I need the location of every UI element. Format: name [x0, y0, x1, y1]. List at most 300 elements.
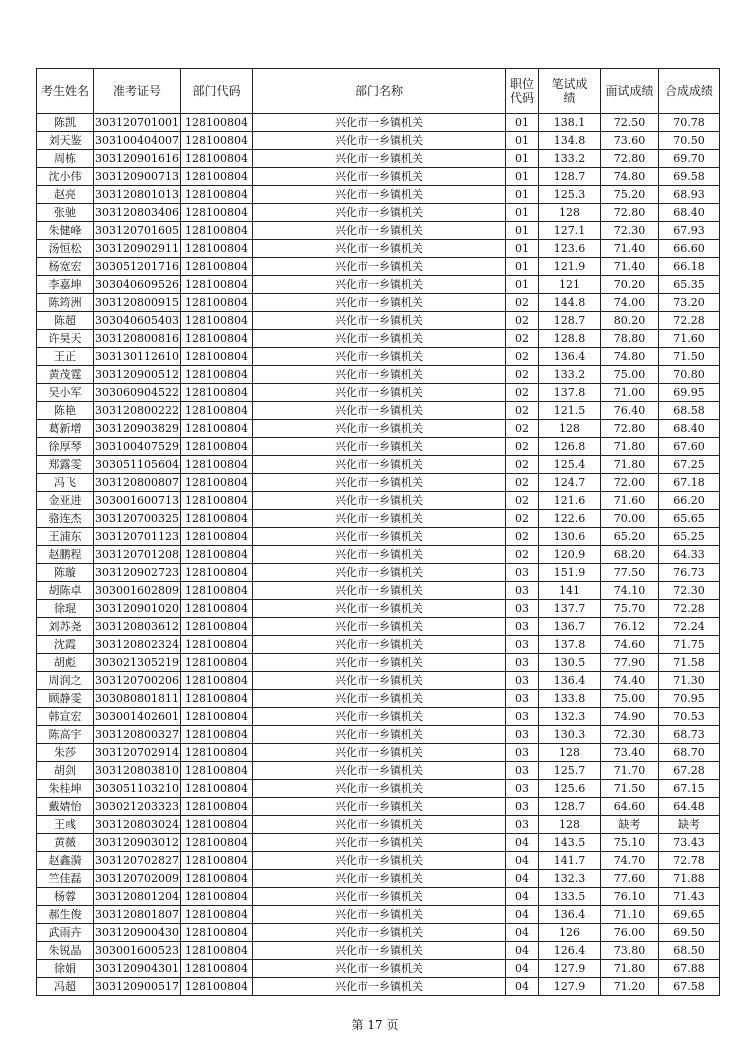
cell-name: 戴婧怡 [37, 798, 94, 816]
cell-exam-id: 303120800327 [94, 726, 181, 744]
cell-exam-id: 303120900430 [94, 924, 181, 942]
cell-name: 王正 [37, 348, 94, 366]
cell-interview-score: 71.10 [601, 906, 659, 924]
cell-exam-id: 303100404007 [94, 132, 181, 150]
cell-total-score: 69.70 [659, 150, 720, 168]
cell-name: 韩宣宏 [37, 708, 94, 726]
table-row [37, 294, 720, 312]
cell-name: 金亚进 [37, 492, 94, 510]
cell-position-code: 03 [506, 762, 539, 780]
cell-dept-code: 128100804 [181, 690, 253, 708]
cell-total-score: 68.93 [659, 186, 720, 204]
header-dept-name: 部门名称 [253, 69, 506, 114]
cell-name: 沈小伟 [37, 168, 94, 186]
cell-name: 刘苏尧 [37, 618, 94, 636]
cell-interview-score: 74.40 [601, 672, 659, 690]
table-row [37, 150, 720, 168]
cell-exam-id: 303120803024 [94, 816, 181, 834]
cell-interview-score: 70.20 [601, 276, 659, 294]
cell-exam-id: 303051105604 [94, 456, 181, 474]
cell-dept-code: 128100804 [181, 510, 253, 528]
cell-position-code: 02 [506, 474, 539, 492]
cell-interview-score: 71.50 [601, 780, 659, 798]
table-row [37, 834, 720, 852]
cell-name: 张驰 [37, 204, 94, 222]
cell-total-score: 68.40 [659, 204, 720, 222]
table-row [37, 438, 720, 456]
cell-written-score: 128 [539, 204, 601, 222]
cell-written-score: 127.9 [539, 978, 601, 996]
cell-interview-score: 76.10 [601, 888, 659, 906]
table-row [37, 474, 720, 492]
cell-total-score: 66.60 [659, 240, 720, 258]
cell-dept-name: 兴化市一乡镇机关 [253, 348, 506, 366]
cell-position-code: 04 [506, 852, 539, 870]
cell-dept-code: 128100804 [181, 114, 253, 132]
table-row [37, 960, 720, 978]
cell-dept-name: 兴化市一乡镇机关 [253, 312, 506, 330]
cell-exam-id: 303120901616 [94, 150, 181, 168]
table-row [37, 546, 720, 564]
table-row [37, 492, 720, 510]
cell-name: 许昊天 [37, 330, 94, 348]
cell-name: 陈筠洲 [37, 294, 94, 312]
cell-exam-id: 303120802324 [94, 636, 181, 654]
cell-position-code: 02 [506, 330, 539, 348]
cell-written-score: 128.7 [539, 312, 601, 330]
cell-position-code: 04 [506, 942, 539, 960]
cell-dept-code: 128100804 [181, 204, 253, 222]
cell-name: 陈艳 [37, 402, 94, 420]
table-row [37, 132, 720, 150]
cell-position-code: 03 [506, 726, 539, 744]
cell-exam-id: 303120901020 [94, 600, 181, 618]
cell-position-code: 04 [506, 978, 539, 996]
table-row [37, 852, 720, 870]
cell-dept-name: 兴化市一乡镇机关 [253, 870, 506, 888]
cell-written-score: 128.7 [539, 168, 601, 186]
cell-written-score: 121.5 [539, 402, 601, 420]
cell-total-score: 缺考 [659, 816, 720, 834]
cell-dept-name: 兴化市一乡镇机关 [253, 672, 506, 690]
cell-written-score: 125.7 [539, 762, 601, 780]
cell-written-score: 126.8 [539, 438, 601, 456]
cell-exam-id: 303120701123 [94, 528, 181, 546]
cell-total-score: 65.65 [659, 510, 720, 528]
cell-dept-name: 兴化市一乡镇机关 [253, 132, 506, 150]
cell-dept-name: 兴化市一乡镇机关 [253, 492, 506, 510]
cell-written-score: 122.6 [539, 510, 601, 528]
cell-interview-score: 78.80 [601, 330, 659, 348]
cell-total-score: 68.73 [659, 726, 720, 744]
cell-dept-name: 兴化市一乡镇机关 [253, 168, 506, 186]
cell-dept-name: 兴化市一乡镇机关 [253, 690, 506, 708]
cell-total-score: 72.24 [659, 618, 720, 636]
cell-dept-name: 兴化市一乡镇机关 [253, 366, 506, 384]
cell-name: 王浦东 [37, 528, 94, 546]
cell-total-score: 68.50 [659, 942, 720, 960]
cell-written-score: 137.8 [539, 636, 601, 654]
cell-exam-id: 303080801811 [94, 690, 181, 708]
cell-position-code: 04 [506, 924, 539, 942]
cell-total-score: 65.35 [659, 276, 720, 294]
cell-total-score: 64.33 [659, 546, 720, 564]
cell-interview-score: 76.00 [601, 924, 659, 942]
cell-dept-code: 128100804 [181, 654, 253, 672]
cell-name: 徐琨 [37, 600, 94, 618]
table-row [37, 420, 720, 438]
cell-total-score: 65.25 [659, 528, 720, 546]
cell-dept-name: 兴化市一乡镇机关 [253, 276, 506, 294]
cell-written-score: 125.3 [539, 186, 601, 204]
cell-total-score: 69.95 [659, 384, 720, 402]
table-row [37, 348, 720, 366]
cell-exam-id: 303120702914 [94, 744, 181, 762]
cell-exam-id: 303120800807 [94, 474, 181, 492]
cell-dept-code: 128100804 [181, 618, 253, 636]
cell-name: 骆连杰 [37, 510, 94, 528]
cell-position-code: 03 [506, 672, 539, 690]
table-row [37, 924, 720, 942]
cell-total-score: 69.65 [659, 906, 720, 924]
cell-interview-score: 65.20 [601, 528, 659, 546]
cell-interview-score: 77.60 [601, 870, 659, 888]
cell-exam-id: 303100407529 [94, 438, 181, 456]
cell-written-score: 143.5 [539, 834, 601, 852]
cell-total-score: 73.43 [659, 834, 720, 852]
cell-interview-score: 71.80 [601, 456, 659, 474]
cell-dept-code: 128100804 [181, 384, 253, 402]
cell-dept-name: 兴化市一乡镇机关 [253, 420, 506, 438]
cell-dept-name: 兴化市一乡镇机关 [253, 744, 506, 762]
cell-interview-score: 71.70 [601, 762, 659, 780]
cell-written-score: 128 [539, 744, 601, 762]
cell-written-score: 121.9 [539, 258, 601, 276]
cell-name: 刘天鉴 [37, 132, 94, 150]
cell-position-code: 01 [506, 240, 539, 258]
cell-written-score: 136.7 [539, 618, 601, 636]
cell-exam-id: 303001600523 [94, 942, 181, 960]
cell-total-score: 76.73 [659, 564, 720, 582]
cell-interview-score: 70.00 [601, 510, 659, 528]
cell-dept-name: 兴化市一乡镇机关 [253, 654, 506, 672]
cell-position-code: 02 [506, 312, 539, 330]
cell-dept-name: 兴化市一乡镇机关 [253, 942, 506, 960]
table-row [37, 510, 720, 528]
cell-name: 沈霞 [37, 636, 94, 654]
cell-exam-id: 303120903012 [94, 834, 181, 852]
cell-name: 徐娟 [37, 960, 94, 978]
cell-exam-id: 303120701605 [94, 222, 181, 240]
cell-exam-id: 303120803810 [94, 762, 181, 780]
header-position-code: 职位 代码 [506, 69, 539, 114]
cell-position-code: 02 [506, 510, 539, 528]
cell-dept-name: 兴化市一乡镇机关 [253, 906, 506, 924]
cell-total-score: 71.58 [659, 654, 720, 672]
cell-interview-score: 71.60 [601, 492, 659, 510]
cell-dept-code: 128100804 [181, 906, 253, 924]
cell-interview-score: 64.60 [601, 798, 659, 816]
cell-written-score: 125.4 [539, 456, 601, 474]
cell-written-score: 128.8 [539, 330, 601, 348]
table-row [37, 708, 720, 726]
cell-interview-score: 74.80 [601, 348, 659, 366]
cell-position-code: 02 [506, 438, 539, 456]
cell-name: 朱健峰 [37, 222, 94, 240]
cell-position-code: 03 [506, 564, 539, 582]
cell-name: 黄薇 [37, 834, 94, 852]
cell-exam-id: 303120801807 [94, 906, 181, 924]
cell-dept-code: 128100804 [181, 438, 253, 456]
cell-written-score: 136.4 [539, 672, 601, 690]
cell-position-code: 02 [506, 384, 539, 402]
cell-position-code: 04 [506, 960, 539, 978]
cell-name: 陈凯 [37, 114, 94, 132]
cell-exam-id: 303120700325 [94, 510, 181, 528]
table-row [37, 384, 720, 402]
cell-dept-code: 128100804 [181, 924, 253, 942]
cell-interview-score: 74.70 [601, 852, 659, 870]
cell-dept-code: 128100804 [181, 744, 253, 762]
cell-total-score: 67.60 [659, 438, 720, 456]
cell-written-score: 120.9 [539, 546, 601, 564]
cell-position-code: 02 [506, 528, 539, 546]
cell-exam-id: 303120803612 [94, 618, 181, 636]
table-row [37, 330, 720, 348]
cell-name: 汤恒松 [37, 240, 94, 258]
page-number: 第 17 页 [351, 1018, 399, 1032]
table-row [37, 744, 720, 762]
cell-exam-id: 303021305219 [94, 654, 181, 672]
cell-name: 李嘉坤 [37, 276, 94, 294]
cell-total-score: 67.58 [659, 978, 720, 996]
cell-name: 冯飞 [37, 474, 94, 492]
cell-interview-score: 73.40 [601, 744, 659, 762]
cell-interview-score: 76.40 [601, 402, 659, 420]
cell-interview-score: 75.10 [601, 834, 659, 852]
cell-dept-name: 兴化市一乡镇机关 [253, 438, 506, 456]
cell-name: 赵鑫漪 [37, 852, 94, 870]
cell-dept-code: 128100804 [181, 870, 253, 888]
cell-name: 周润之 [37, 672, 94, 690]
cell-exam-id: 303120700206 [94, 672, 181, 690]
cell-name: 陈高宇 [37, 726, 94, 744]
header-row [37, 69, 720, 114]
table-body [37, 114, 720, 996]
table-row [37, 762, 720, 780]
cell-written-score: 121 [539, 276, 601, 294]
cell-name: 葛新增 [37, 420, 94, 438]
cell-written-score: 133.2 [539, 150, 601, 168]
cell-dept-name: 兴化市一乡镇机关 [253, 402, 506, 420]
cell-exam-id: 303040605403 [94, 312, 181, 330]
cell-dept-name: 兴化市一乡镇机关 [253, 978, 506, 996]
cell-exam-id: 303120902911 [94, 240, 181, 258]
cell-written-score: 126 [539, 924, 601, 942]
cell-name: 陈璇 [37, 564, 94, 582]
table-row [37, 690, 720, 708]
cell-written-score: 128.7 [539, 798, 601, 816]
cell-position-code: 04 [506, 906, 539, 924]
cell-dept-code: 128100804 [181, 186, 253, 204]
cell-name: 郑露雯 [37, 456, 94, 474]
header-interview-score: 面试成绩 [601, 69, 659, 114]
cell-written-score: 136.4 [539, 348, 601, 366]
cell-name: 陈超 [37, 312, 94, 330]
cell-dept-name: 兴化市一乡镇机关 [253, 726, 506, 744]
cell-written-score: 137.8 [539, 384, 601, 402]
cell-dept-name: 兴化市一乡镇机关 [253, 708, 506, 726]
cell-interview-score: 76.12 [601, 618, 659, 636]
cell-dept-name: 兴化市一乡镇机关 [253, 924, 506, 942]
cell-position-code: 03 [506, 744, 539, 762]
cell-interview-score: 75.00 [601, 690, 659, 708]
cell-dept-code: 128100804 [181, 960, 253, 978]
cell-total-score: 72.30 [659, 582, 720, 600]
cell-exam-id: 303120701001 [94, 114, 181, 132]
cell-dept-code: 128100804 [181, 294, 253, 312]
cell-dept-code: 128100804 [181, 546, 253, 564]
cell-dept-name: 兴化市一乡镇机关 [253, 384, 506, 402]
cell-total-score: 68.40 [659, 420, 720, 438]
cell-position-code: 02 [506, 348, 539, 366]
cell-dept-name: 兴化市一乡镇机关 [253, 456, 506, 474]
cell-total-score: 67.15 [659, 780, 720, 798]
cell-written-score: 144.8 [539, 294, 601, 312]
cell-written-score: 130.6 [539, 528, 601, 546]
cell-dept-name: 兴化市一乡镇机关 [253, 204, 506, 222]
table-header [37, 69, 720, 114]
cell-total-score: 68.70 [659, 744, 720, 762]
cell-dept-name: 兴化市一乡镇机关 [253, 546, 506, 564]
cell-interview-score: 68.20 [601, 546, 659, 564]
cell-written-score: 130.5 [539, 654, 601, 672]
cell-name: 朱莎 [37, 744, 94, 762]
cell-position-code: 04 [506, 870, 539, 888]
table-row [37, 798, 720, 816]
cell-interview-score: 缺考 [601, 816, 659, 834]
cell-exam-id: 303001600713 [94, 492, 181, 510]
cell-written-score: 136.4 [539, 906, 601, 924]
cell-total-score: 67.28 [659, 762, 720, 780]
cell-total-score: 71.60 [659, 330, 720, 348]
header-dept-code: 部门代码 [181, 69, 253, 114]
cell-exam-id: 303120702827 [94, 852, 181, 870]
cell-dept-code: 128100804 [181, 330, 253, 348]
table-row [37, 312, 720, 330]
cell-dept-name: 兴化市一乡镇机关 [253, 222, 506, 240]
cell-exam-id: 303120904301 [94, 960, 181, 978]
cell-position-code: 03 [506, 816, 539, 834]
cell-total-score: 70.80 [659, 366, 720, 384]
cell-name: 顾静雯 [37, 690, 94, 708]
cell-interview-score: 74.60 [601, 636, 659, 654]
table-row [37, 888, 720, 906]
cell-interview-score: 71.40 [601, 240, 659, 258]
cell-dept-name: 兴化市一乡镇机关 [253, 528, 506, 546]
cell-total-score: 70.50 [659, 132, 720, 150]
cell-interview-score: 72.80 [601, 420, 659, 438]
cell-written-score: 125.6 [539, 780, 601, 798]
cell-name: 周栋 [37, 150, 94, 168]
cell-dept-code: 128100804 [181, 150, 253, 168]
cell-position-code: 01 [506, 150, 539, 168]
cell-dept-code: 128100804 [181, 474, 253, 492]
cell-dept-code: 128100804 [181, 492, 253, 510]
cell-total-score: 66.18 [659, 258, 720, 276]
cell-dept-code: 128100804 [181, 600, 253, 618]
cell-exam-id: 303120803406 [94, 204, 181, 222]
table-row [37, 258, 720, 276]
cell-written-score: 132.3 [539, 870, 601, 888]
cell-position-code: 03 [506, 636, 539, 654]
cell-name: 郝生俊 [37, 906, 94, 924]
cell-dept-code: 128100804 [181, 276, 253, 294]
cell-dept-code: 128100804 [181, 258, 253, 276]
cell-dept-name: 兴化市一乡镇机关 [253, 762, 506, 780]
cell-dept-name: 兴化市一乡镇机关 [253, 600, 506, 618]
cell-written-score: 141.7 [539, 852, 601, 870]
cell-dept-name: 兴化市一乡镇机关 [253, 852, 506, 870]
cell-dept-code: 128100804 [181, 528, 253, 546]
header-total-score: 合成成绩 [659, 69, 720, 114]
cell-dept-name: 兴化市一乡镇机关 [253, 240, 506, 258]
cell-dept-code: 128100804 [181, 672, 253, 690]
cell-dept-name: 兴化市一乡镇机关 [253, 888, 506, 906]
cell-total-score: 72.28 [659, 600, 720, 618]
table-row [37, 528, 720, 546]
cell-dept-code: 128100804 [181, 798, 253, 816]
cell-position-code: 01 [506, 258, 539, 276]
header-written-score: 笔试成 绩 [539, 69, 601, 114]
table-row [37, 942, 720, 960]
cell-interview-score: 73.60 [601, 132, 659, 150]
cell-exam-id: 303120900512 [94, 366, 181, 384]
cell-dept-code: 128100804 [181, 726, 253, 744]
cell-written-score: 126.4 [539, 942, 601, 960]
cell-position-code: 02 [506, 420, 539, 438]
cell-written-score: 128 [539, 816, 601, 834]
cell-name: 冯超 [37, 978, 94, 996]
cell-name: 吴小军 [37, 384, 94, 402]
cell-total-score: 70.95 [659, 690, 720, 708]
cell-interview-score: 72.80 [601, 150, 659, 168]
cell-name: 王彧 [37, 816, 94, 834]
cell-name: 赵鹏程 [37, 546, 94, 564]
table-row [37, 978, 720, 996]
cell-written-score: 138.1 [539, 114, 601, 132]
cell-exam-id: 303120800915 [94, 294, 181, 312]
cell-interview-score: 71.80 [601, 438, 659, 456]
cell-dept-code: 128100804 [181, 636, 253, 654]
cell-interview-score: 71.40 [601, 258, 659, 276]
table-row [37, 582, 720, 600]
table-row [37, 654, 720, 672]
cell-total-score: 68.58 [659, 402, 720, 420]
cell-dept-name: 兴化市一乡镇机关 [253, 474, 506, 492]
cell-exam-id: 303120900517 [94, 978, 181, 996]
cell-interview-score: 71.80 [601, 960, 659, 978]
cell-total-score: 67.88 [659, 960, 720, 978]
cell-position-code: 01 [506, 186, 539, 204]
cell-written-score: 130.3 [539, 726, 601, 744]
header-name: 考生姓名 [37, 69, 94, 114]
cell-dept-name: 兴化市一乡镇机关 [253, 582, 506, 600]
cell-interview-score: 74.00 [601, 294, 659, 312]
cell-total-score: 71.88 [659, 870, 720, 888]
cell-dept-code: 128100804 [181, 366, 253, 384]
cell-dept-name: 兴化市一乡镇机关 [253, 816, 506, 834]
